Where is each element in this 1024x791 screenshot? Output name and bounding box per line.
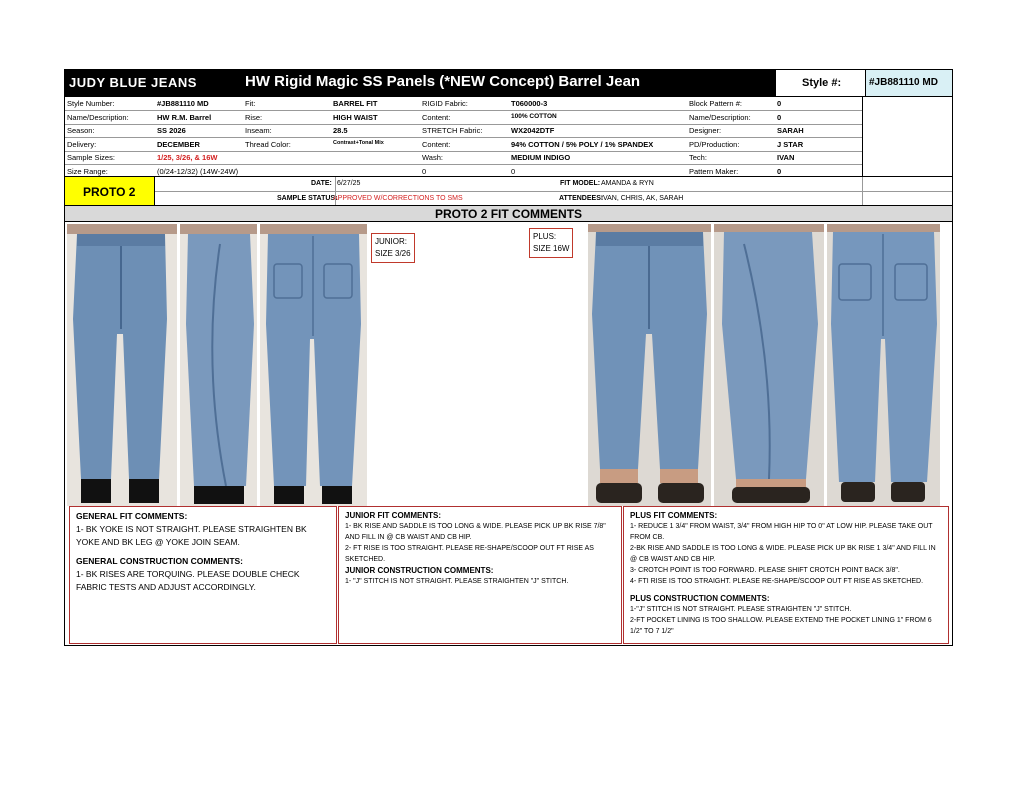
spec-label: Wash: <box>422 153 443 162</box>
style-label: Style #: <box>802 77 842 89</box>
spec-label: Designer: <box>689 126 722 135</box>
junior-fit-line: 1- BK RISE AND SADDLE IS TOO LONG & WIDE. PLEASE PICK UP BK RISE 7/8" AND FILL IN @ CB WAIST AND CB HIP. <box>345 523 606 541</box>
attendees-value: IVAN, CHRIS, AK, SARAH <box>601 195 684 202</box>
grid-line <box>155 191 952 192</box>
spec-value: SS 2026 <box>157 126 186 135</box>
spec-label: Fit: <box>245 99 256 108</box>
sample-status-label: SAMPLE STATUS: <box>277 195 338 202</box>
spec-value: 28.5 <box>333 126 348 135</box>
spec-label: Name/Description: <box>67 112 129 122</box>
junior-size-label: JUNIOR: <box>375 237 407 246</box>
spec-label: Block Pattern #: <box>689 99 742 108</box>
header-bar <box>65 70 952 96</box>
general-construction-heading: GENERAL CONSTRUCTION COMMENTS: <box>76 556 244 566</box>
junior-size-value: SIZE 3/26 <box>375 249 411 258</box>
section-title: PROTO 2 FIT COMMENTS <box>434 207 583 221</box>
spec-label: Season: <box>67 126 95 135</box>
spec-row <box>65 151 862 165</box>
junior-fit-line: 2- FT RISE IS TOO STRAIGHT. PLEASE RE-SHAPE/SCOOP OUT FT RISE AS SKETCHED. <box>345 545 594 563</box>
fit-model-label: FIT MODEL: <box>560 180 601 187</box>
general-comments-box <box>69 506 337 644</box>
plus-comments-box <box>623 506 949 644</box>
spec-value: WX2042DTF <box>511 126 555 135</box>
plus-fit-line: 1- REDUCE 1 3/4" FROM WAIST, 3/4" FROM HIGH HIP TO 0" AT LOW HIP. PLEASE TAKE OUT FROM CB. <box>630 523 933 541</box>
spec-label: Pattern Maker: <box>689 166 739 176</box>
junior-front-photo <box>67 224 177 506</box>
fit-model-value: AMANDA & RYN <box>601 180 654 187</box>
spec-value: 0 <box>422 166 427 176</box>
junior-size-callout <box>371 233 415 263</box>
proto-badge <box>65 177 155 206</box>
date-label: DATE: <box>311 180 332 187</box>
junior-fit-heading: JUNIOR FIT COMMENTS: <box>345 511 441 520</box>
date-value: 6/27/25 <box>337 180 361 187</box>
proto-label: PROTO 2 <box>83 185 136 199</box>
section-header <box>65 205 952 222</box>
spec-value: 1/25, 3/26, & 16W <box>157 153 218 162</box>
spec-row <box>65 124 862 138</box>
spec-label: Content: <box>422 139 451 149</box>
spec-label: Size Range: <box>67 166 108 176</box>
spec-sheet <box>64 69 953 646</box>
spec-value: 94% COTTON / 5% POLY / 1% SPANDEX <box>511 139 654 149</box>
general-fit-text: 1- BK YOKE IS NOT STRAIGHT. PLEASE STRAIGHTEN BK YOKE AND BK LEG @ YOKE JOIN SEAM. <box>76 524 307 547</box>
spec-value: 0 <box>511 166 516 176</box>
spec-value: DECEMBER <box>157 139 200 149</box>
plus-construction-heading: PLUS CONSTRUCTION COMMENTS: <box>630 594 770 603</box>
spec-label: PD/Production: <box>689 139 740 149</box>
plus-front-photo <box>588 224 711 506</box>
spec-label: Delivery: <box>67 139 97 149</box>
spec-label: Sample Sizes: <box>67 153 115 162</box>
plus-size-value: SIZE 16W <box>533 244 570 253</box>
spec-value: 100% COTTON <box>511 112 557 120</box>
grid-divider <box>862 96 863 176</box>
spec-value: HIGH WAIST <box>333 112 378 122</box>
style-label-cell <box>775 70 865 96</box>
grid-divider <box>862 177 863 206</box>
spec-grid <box>65 96 952 177</box>
spec-label: Tech: <box>689 153 707 162</box>
junior-construction-heading: JUNIOR CONSTRUCTION COMMENTS: <box>345 566 494 575</box>
grid-line <box>65 164 862 165</box>
grid-line <box>65 151 862 152</box>
spec-label: Thread Color: <box>245 139 291 149</box>
brand-name: JUDY BLUE JEANS <box>69 75 197 90</box>
grid-divider <box>335 177 336 206</box>
header-black-band <box>65 70 775 96</box>
spec-value: BARREL FIT <box>333 99 378 108</box>
plus-fit-line: 4- FTI RISE IS TOO STRAIGHT. PLEASE RE-SHAPE/SCOOP OUT FT RISE AS SKETCHED. <box>630 578 924 585</box>
spec-label: Name/Description: <box>689 112 751 122</box>
grid-line <box>65 137 862 138</box>
junior-back-photo <box>260 224 367 506</box>
attendees-label: ATTENDEES: <box>559 195 604 202</box>
spec-row <box>65 97 862 111</box>
junior-comments-box <box>338 506 622 644</box>
spec-value: T060000-3 <box>511 99 548 108</box>
spec-label: Inseam: <box>245 126 272 135</box>
spec-row <box>65 111 862 125</box>
spec-value: 0 <box>777 99 782 108</box>
sample-status-value: APPROVED W/CORRECTIONS TO SMS <box>333 195 463 202</box>
spec-value: SARAH <box>777 126 804 135</box>
plus-side-photo <box>714 224 824 506</box>
spec-value: IVAN <box>777 153 795 162</box>
spec-row <box>65 138 862 152</box>
style-value: #JB881110 MD <box>869 77 938 88</box>
junior-construction-line: 1- "J" STITCH IS NOT STRAIGHT. PLEASE STRAIGHTEN "J" STITCH. <box>345 578 569 585</box>
spec-value: Contrast+Tonal Mix <box>333 139 384 146</box>
junior-side-photo <box>180 224 257 506</box>
spec-label: Rise: <box>245 112 263 122</box>
spec-value: J STAR <box>777 139 804 149</box>
spec-value: (0/24-12/32) (14W-24W) <box>157 166 239 176</box>
style-value-cell <box>865 70 952 96</box>
spec-label: Style Number: <box>67 99 115 108</box>
plus-size-label: PLUS: <box>533 232 557 241</box>
spec-label: STRETCH Fabric: <box>422 126 483 135</box>
spec-value: HW R.M. Barrel <box>157 112 212 122</box>
spec-value: #JB881110 MD <box>157 99 209 108</box>
proto-row <box>65 176 952 206</box>
grid-line <box>65 110 862 111</box>
plus-size-callout <box>529 228 573 258</box>
spec-label: Content: <box>422 112 451 122</box>
plus-back-photo <box>827 224 940 506</box>
page-title: HW Rigid Magic SS Panels (*NEW Concept) Barrel Jean <box>245 73 641 90</box>
plus-fit-line: 3- CROTCH POINT IS TOO FORWARD. PLEASE SHIFT CROTCH POINT BACK 3/8". <box>630 567 900 574</box>
plus-fit-heading: PLUS FIT COMMENTS: <box>630 511 718 520</box>
grid-line <box>65 124 862 125</box>
general-fit-heading: GENERAL FIT COMMENTS: <box>76 511 188 521</box>
general-construction-text: 1- BK RISES ARE TORQUING. PLEASE DOUBLE CHECK FABRIC TESTS AND ADJUST ACCORDINGLY. <box>76 569 300 592</box>
spec-label: RIGID Fabric: <box>422 99 468 108</box>
spec-value: MEDIUM INDIGO <box>511 153 571 162</box>
spec-value: 0 <box>777 166 782 176</box>
spec-value: 0 <box>777 112 782 122</box>
plus-fit-line: 2-BK RISE AND SADDLE IS TOO LONG & WIDE. PLEASE PICK UP BK RISE 1 3/4" AND FILL IN @ CB WAIST AND CB HIP. <box>630 545 936 563</box>
plus-construction-line: 1-"J" STITCH IS NOT STRAIGHT. PLEASE STRAIGHTEN "J" STITCH. <box>630 606 852 613</box>
plus-construction-line: 2-FT POCKET LINING IS TOO SHALLOW. PLEASE EXTEND THE POCKET LINING 1" FROM 6 1/2" TO 7 1/2" <box>630 617 932 635</box>
